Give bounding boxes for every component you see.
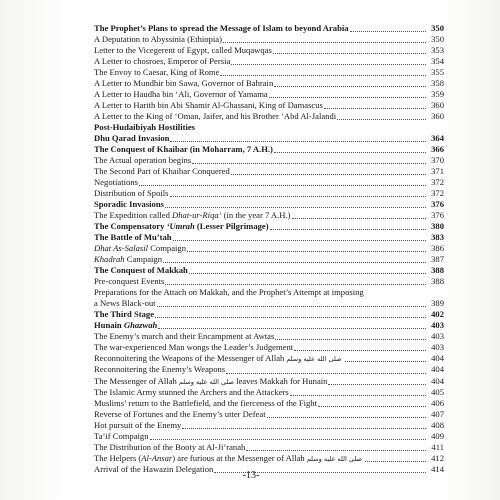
toc-title-text: The Battle of Mu’tah xyxy=(94,232,172,243)
leader-dots xyxy=(290,395,426,396)
toc-title-text: Ta’if Compaign xyxy=(94,430,149,441)
toc-title-italic: Dhat As-Salasil xyxy=(94,243,149,254)
toc-entry[interactable] xyxy=(94,320,444,331)
toc-entry-title xyxy=(94,243,186,254)
toc-entry-page: 388 xyxy=(431,276,444,287)
toc-entry-title xyxy=(94,67,219,78)
toc-entry-title xyxy=(94,23,349,34)
toc-entry-page: 358 xyxy=(431,78,444,89)
toc-entry-title xyxy=(94,442,245,453)
toc-entry[interactable] xyxy=(94,133,444,144)
toc-entry-title xyxy=(94,420,181,431)
toc-entry-page: 388 xyxy=(431,265,444,276)
toc-entry-page: 414 xyxy=(431,463,444,474)
toc-entry-page: 387 xyxy=(431,254,444,265)
toc-title-text: Reconnoitering the Enemy’s Weapons xyxy=(94,364,226,375)
toc-title-suffix: Campaign xyxy=(124,254,163,265)
toc-title-text: The Actual operation begins xyxy=(94,155,192,166)
toc-entry-title xyxy=(94,464,213,475)
leader-dots xyxy=(158,328,426,329)
leader-dots xyxy=(163,262,426,263)
leader-dots xyxy=(275,339,426,340)
toc-title-suffix: leaves Makkah for Hunain xyxy=(236,375,328,386)
leader-dots xyxy=(292,218,427,219)
toc-title-suffix: (Lesser Pilgrimage) xyxy=(194,221,269,232)
toc-title-arabic: صلى الله عليه وسلم xyxy=(178,377,235,386)
toc-entry-page: 403 xyxy=(431,342,444,353)
toc-title-suffix: Compaign xyxy=(148,243,187,254)
toc-title-text: A Deputation to Abyssinia (Ethiopia) xyxy=(94,34,222,45)
leader-dots xyxy=(170,141,426,142)
leader-dots xyxy=(165,207,426,208)
toc-entry[interactable] xyxy=(94,232,444,243)
leader-dots xyxy=(192,163,426,164)
toc-title-italic: Ghazwah xyxy=(123,320,158,331)
toc-entry-page: 376 xyxy=(431,210,444,221)
toc-entry[interactable] xyxy=(94,287,444,298)
toc-entry-page: 412 xyxy=(431,452,444,463)
toc-entry[interactable] xyxy=(94,309,444,320)
toc-entry[interactable] xyxy=(94,166,444,177)
toc-entry[interactable] xyxy=(94,144,444,155)
leader-dots xyxy=(231,64,426,65)
toc-entry-title xyxy=(94,221,269,232)
toc-title-italic: Al-Ansar xyxy=(141,452,173,463)
toc-entry-title xyxy=(94,387,289,398)
leader-dots xyxy=(182,428,426,429)
toc-entry-page: 408 xyxy=(431,419,444,430)
toc-entry-page: 364 xyxy=(431,133,444,144)
toc-entry-page: 370 xyxy=(431,155,444,166)
toc-entry-page: 360 xyxy=(431,100,444,111)
toc-entry-page: 380 xyxy=(431,221,444,232)
toc-title-text: The Compensatory xyxy=(94,221,167,232)
toc-title-text: The Helpers ( xyxy=(94,452,142,463)
toc-entry-page: 360 xyxy=(431,111,444,122)
toc-entry[interactable] xyxy=(94,111,444,122)
toc-entry-page: 402 xyxy=(431,309,444,320)
toc-title-text: Post-Hudaibiyah Hostilities xyxy=(94,122,195,133)
toc-title-text: Hot pursuit of the Enemy xyxy=(94,419,182,430)
toc-title-text: Muslims’ return to the Battlefield, and the fierceness of the Fight xyxy=(94,397,317,408)
toc-entry[interactable] xyxy=(94,221,444,232)
toc-title-italic: Khadrah xyxy=(94,254,125,265)
toc-entry[interactable] xyxy=(94,265,444,276)
toc-entry-title xyxy=(94,210,291,221)
toc-entry[interactable] xyxy=(94,100,444,111)
toc-title-text: A Letter to Harith bin Abi Shamir Al-Ghassani, King of Damascus xyxy=(94,100,323,111)
toc-entry-title xyxy=(94,45,272,56)
toc-entry-title xyxy=(94,177,138,188)
toc-title-text: The Conquest of Makkah xyxy=(94,265,188,276)
toc-entry-title xyxy=(94,298,156,309)
toc-entry-title xyxy=(94,364,225,375)
toc-entry-page: 372 xyxy=(431,188,444,199)
toc-entry-title xyxy=(94,100,323,111)
toc-entry[interactable] xyxy=(94,23,444,34)
toc-entry[interactable] xyxy=(94,464,444,475)
toc-entry-title xyxy=(94,398,317,409)
toc-entry[interactable] xyxy=(94,331,444,342)
toc-entry-page: 350 xyxy=(431,34,444,45)
toc-entry-page: 389 xyxy=(431,298,444,309)
toc-entry-title xyxy=(94,232,172,243)
toc-entry-page: 354 xyxy=(431,56,444,67)
toc-entry-title xyxy=(94,431,149,442)
toc-entry[interactable] xyxy=(94,34,444,45)
toc-title-text: Pre-conquest Events xyxy=(94,276,165,287)
leader-dots xyxy=(157,306,426,307)
leader-dots xyxy=(324,108,426,109)
toc-entry[interactable] xyxy=(94,453,444,464)
toc-entry-page: 404 xyxy=(431,375,444,386)
toc-entry[interactable] xyxy=(94,353,444,364)
toc-entry-title xyxy=(94,78,273,89)
toc-entry[interactable] xyxy=(94,210,444,221)
toc-entry[interactable] xyxy=(94,342,444,353)
toc-entry[interactable] xyxy=(94,298,444,309)
leader-dots xyxy=(294,350,426,351)
leader-dots xyxy=(189,273,426,274)
leader-dots xyxy=(226,373,426,374)
toc-entry-page: 366 xyxy=(431,144,444,155)
toc-title-text: The Second Part of Khaibar Conquered xyxy=(94,166,230,177)
toc-title-text: Hunain xyxy=(94,320,124,331)
toc-title-arabic: صلى الله عليه وسلم xyxy=(306,454,362,463)
toc-entry[interactable] xyxy=(94,243,444,254)
toc-entry-title xyxy=(94,309,154,320)
leader-dots xyxy=(328,384,426,385)
toc-entry-title xyxy=(94,342,293,353)
toc-title-text: Sporadic Invasions xyxy=(94,199,164,210)
toc-entry-title xyxy=(94,155,191,166)
toc-entry[interactable] xyxy=(94,431,444,442)
toc-entry-title xyxy=(94,188,169,199)
toc-title-text: The Distribution of the Booty at Al-Ji’ranah xyxy=(94,441,246,452)
toc-entry-title xyxy=(94,199,164,210)
leader-dots xyxy=(365,461,426,462)
leader-dots xyxy=(187,251,426,252)
toc-title-text: The Messenger of Allah xyxy=(94,375,177,386)
table-of-contents xyxy=(94,23,444,475)
toc-entry-title xyxy=(94,276,164,287)
toc-title-text: A Letter to Haudha bin ‘Ali, Governor of Yamama xyxy=(94,89,268,100)
toc-entry-page: 403 xyxy=(431,331,444,342)
leader-dots xyxy=(345,361,426,362)
toc-entry-page: 406 xyxy=(431,397,444,408)
toc-title-text: a News Black-out xyxy=(94,298,156,309)
toc-title-text: The war-experienced Man wongs the Leader’s Judgement xyxy=(94,342,294,353)
toc-title-text: Distribution of Spoils xyxy=(94,188,169,199)
toc-entry-title xyxy=(94,133,169,144)
toc-entry-title xyxy=(94,89,268,100)
leader-dots xyxy=(350,31,426,32)
leader-dots xyxy=(173,240,426,241)
toc-entry-title xyxy=(94,166,230,177)
toc-entry-page: 403 xyxy=(431,320,444,331)
leader-dots xyxy=(170,196,427,197)
toc-title-italic: Dhat-ur-Riqa’ xyxy=(172,210,222,221)
page-number: -13- xyxy=(242,470,260,481)
leader-dots xyxy=(150,439,426,440)
toc-title-text: Reconnoitering the Weapons of the Messenger of Allah xyxy=(94,353,285,364)
toc-entry-title xyxy=(94,122,195,133)
toc-entry[interactable] xyxy=(94,67,444,78)
toc-entry[interactable] xyxy=(94,364,444,375)
toc-title-suffix: ) are furious at the Messenger of Allah xyxy=(172,452,305,463)
toc-entry[interactable] xyxy=(94,442,444,453)
toc-title-text: The Islamic Army stunned the Archers and the Attackers xyxy=(94,386,289,397)
toc-entry-page: 353 xyxy=(431,45,444,56)
toc-entry-title xyxy=(94,331,274,342)
leader-dots xyxy=(337,119,426,120)
toc-entry-page: 386 xyxy=(431,243,444,254)
toc-entry[interactable] xyxy=(94,78,444,89)
toc-entry[interactable] xyxy=(94,376,444,387)
leader-dots xyxy=(246,450,426,451)
toc-title-text: Letter to the Vicegerent of Egypt, called Muqawqas xyxy=(94,45,272,56)
toc-entry[interactable] xyxy=(94,89,444,100)
toc-entry-page: 404 xyxy=(431,364,444,375)
toc-entry-title xyxy=(94,34,222,45)
toc-entry-page: 371 xyxy=(431,166,444,177)
toc-entry[interactable] xyxy=(94,420,444,431)
leader-dots xyxy=(223,42,426,43)
toc-title-text: Preparations for the Attach on Makkah, and the Prophet’s Attempt at imposing xyxy=(94,287,364,298)
toc-title-italic: ‘Umrah xyxy=(166,221,195,232)
leader-dots xyxy=(274,152,426,153)
toc-entry[interactable] xyxy=(94,398,444,409)
toc-entry[interactable] xyxy=(94,177,444,188)
toc-title-text: A Letter to Mundhir bin Sawa, Governor of Bahrain xyxy=(94,78,274,89)
toc-entry-title xyxy=(94,265,188,276)
toc-entry-title xyxy=(94,254,162,265)
leader-dots xyxy=(231,174,426,175)
toc-entry-title xyxy=(94,144,273,155)
toc-entry-page: 355 xyxy=(431,67,444,78)
toc-entry[interactable] xyxy=(94,45,444,56)
toc-entry-title xyxy=(94,320,157,331)
leader-dots xyxy=(269,97,426,98)
toc-entry-page: 359 xyxy=(431,89,444,100)
toc-title-text: Reverse of Fortunes and the Enemy’s utter Defeat xyxy=(94,408,266,419)
toc-title-text: Arrival of the Hawazin Delegation xyxy=(94,463,214,474)
leader-dots xyxy=(270,229,426,230)
leader-dots xyxy=(155,317,426,318)
toc-entry-page: 383 xyxy=(431,232,444,243)
toc-entry[interactable] xyxy=(94,155,444,166)
toc-entry-page: 405 xyxy=(431,386,444,397)
toc-entry-title xyxy=(94,111,336,122)
toc-title-text: The Enemy’s march and their Encampment at Awtas xyxy=(94,331,275,342)
toc-entry[interactable] xyxy=(94,254,444,265)
toc-title-text: Negotiations xyxy=(94,177,138,188)
leader-dots xyxy=(267,417,426,418)
leader-dots xyxy=(165,284,426,285)
toc-entry-title xyxy=(94,287,364,298)
toc-entry-page: 350 xyxy=(431,23,444,33)
leader-dots xyxy=(139,185,426,186)
toc-entry[interactable] xyxy=(94,56,444,67)
toc-title-text: A Letter to the King of ‘Oman, Jaifer, and his Brother ‘Abd Al-Jalandi xyxy=(94,111,337,122)
toc-title-arabic: صلى الله عليه وسلم xyxy=(286,355,342,364)
leader-dots xyxy=(318,406,426,407)
toc-entry[interactable] xyxy=(94,387,444,398)
leader-dots xyxy=(220,75,426,76)
toc-title-text: The Prophet’s Plans to spread the Message of Islam to beyond Arabia xyxy=(94,23,349,33)
leader-dots xyxy=(274,86,426,87)
toc-title-text: The Envoy to Caesar, King of Rome xyxy=(94,67,220,78)
toc-entry-page: 409 xyxy=(431,430,444,441)
toc-entry[interactable] xyxy=(94,199,444,210)
toc-title-text: The Expedition called xyxy=(94,210,173,221)
toc-entry-title xyxy=(94,56,230,67)
toc-entry[interactable] xyxy=(94,409,444,420)
toc-entry-title xyxy=(94,409,266,420)
toc-entry-page: 404 xyxy=(431,353,444,364)
toc-title-text: The Third Stage xyxy=(94,309,155,320)
toc-title-suffix: (in the year 7 A.H.) xyxy=(221,210,291,221)
toc-entry-page: 372 xyxy=(431,177,444,188)
toc-entry[interactable] xyxy=(94,188,444,199)
toc-entry[interactable] xyxy=(94,122,444,133)
toc-title-text: A Letter to chosroes, Emperor of Persia xyxy=(94,56,231,67)
toc-entry[interactable] xyxy=(94,276,444,287)
toc-title-text: The Conquest of Khaibar (in Moharram, 7 A.H.) xyxy=(94,144,273,155)
leader-dots xyxy=(273,53,426,54)
toc-title-text: Dhu Qarad Invasion xyxy=(94,133,170,144)
toc-entry-page: 411 xyxy=(431,441,444,452)
toc-entry-page: 407 xyxy=(431,408,444,419)
toc-entry-page: 376 xyxy=(431,199,444,210)
